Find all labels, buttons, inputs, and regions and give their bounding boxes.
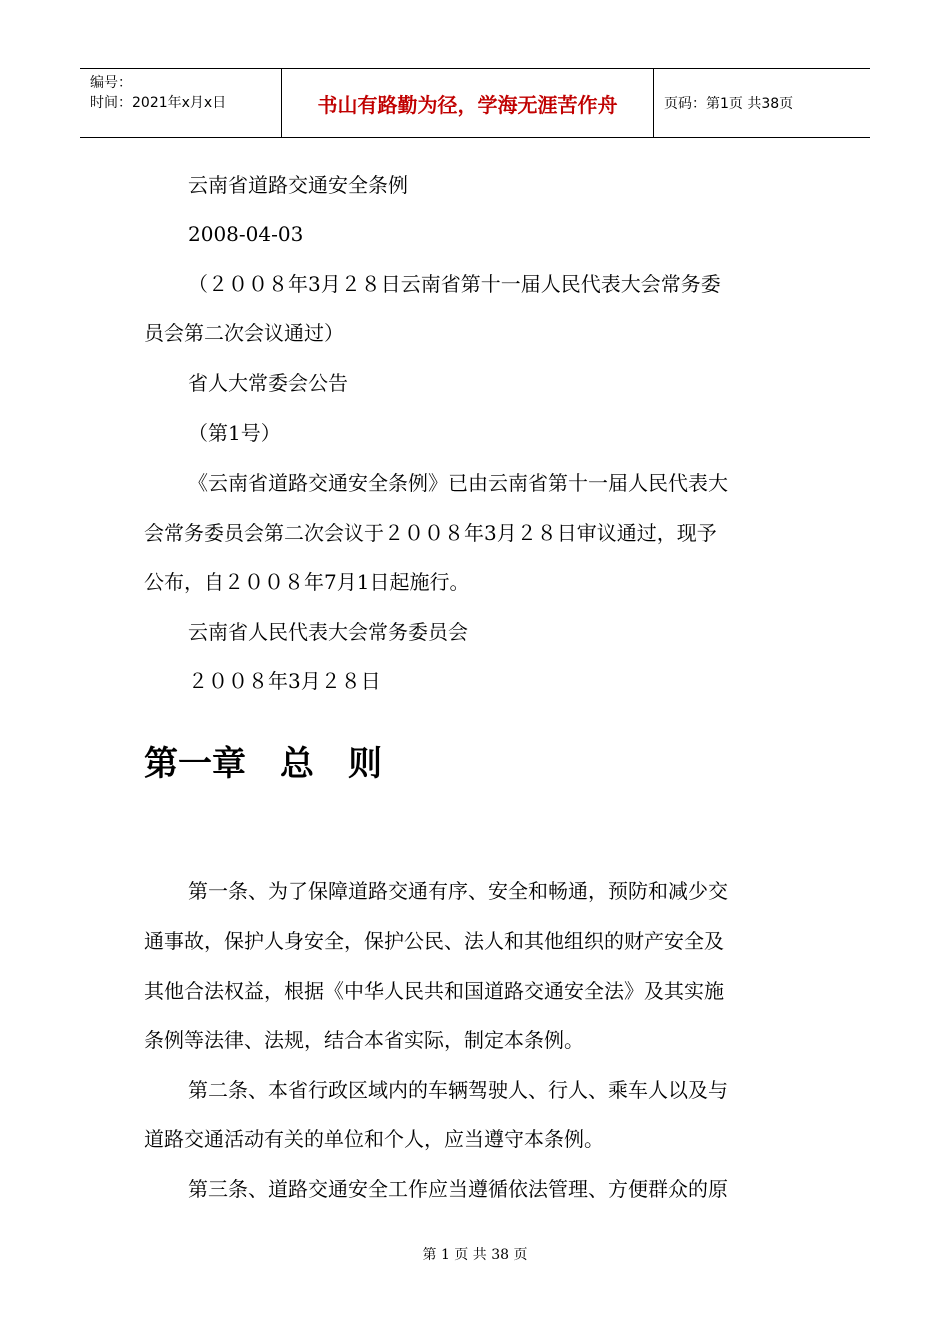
article-1-line-1: 第一条、为了保障道路交通有序、安全和畅通，预防和减少交: [188, 879, 728, 903]
publish-date: 2008-04-03: [188, 222, 304, 246]
article-3-line-1: 第三条、道路交通安全工作应当遵循依法管理、方便群众的原: [188, 1177, 728, 1201]
article-2-line-2: 道路交通活动有关的单位和个人，应当遵守本条例。: [144, 1127, 604, 1151]
notice-paragraph-line-1: 《云南省道路交通安全条例》已由云南省第十一届人民代表大: [188, 471, 728, 495]
issuer: 云南省人民代表大会常务委员会: [188, 620, 468, 644]
article-2-line-1: 第二条、本省行政区域内的车辆驾驶人、行人、乘车人以及与: [188, 1078, 728, 1102]
notice-paragraph-line-2: 会常务委员会第二次会议于２００８年3月２８日审议通过，现予: [144, 521, 717, 545]
article-1-line-4: 条例等法律、法规，结合本省实际，制定本条例。: [144, 1028, 584, 1052]
adoption-note-line-2: 员会第二次会议通过）: [144, 321, 344, 345]
document-title: 云南省道路交通安全条例: [188, 173, 408, 197]
page-info-text: 页码：第1页 共38页: [664, 96, 794, 112]
notice-paragraph-line-3: 公布，自２００８年7月1日起施行。: [144, 570, 470, 594]
notice-title: 省人大常委会公告: [188, 371, 348, 395]
time-label: 时间：2021年x月x日: [90, 95, 227, 111]
chapter-title: 第一章 总 则: [144, 744, 382, 784]
number-label: 编号：: [90, 75, 132, 91]
page-footer: 第 1 页 共 38 页: [422, 1247, 528, 1263]
page-info-cell: [654, 69, 870, 137]
motto-text: 书山有路勤为径，学海无涯苦作舟: [317, 92, 618, 117]
header-table: [80, 68, 870, 138]
notice-number: （第1号）: [188, 421, 281, 445]
article-1-line-3: 其他合法权益，根据《中华人民共和国道路交通安全法》及其实施: [144, 979, 724, 1003]
adoption-note-line-1: （２００８年3月２８日云南省第十一届人民代表大会常务委: [188, 272, 721, 296]
header-meta-cell: [80, 69, 282, 137]
issue-date: ２００８年3月２８日: [188, 669, 381, 693]
motto-cell: [282, 69, 654, 137]
article-1-line-2: 通事故，保护人身安全，保护公民、法人和其他组织的财产安全及: [144, 929, 724, 953]
